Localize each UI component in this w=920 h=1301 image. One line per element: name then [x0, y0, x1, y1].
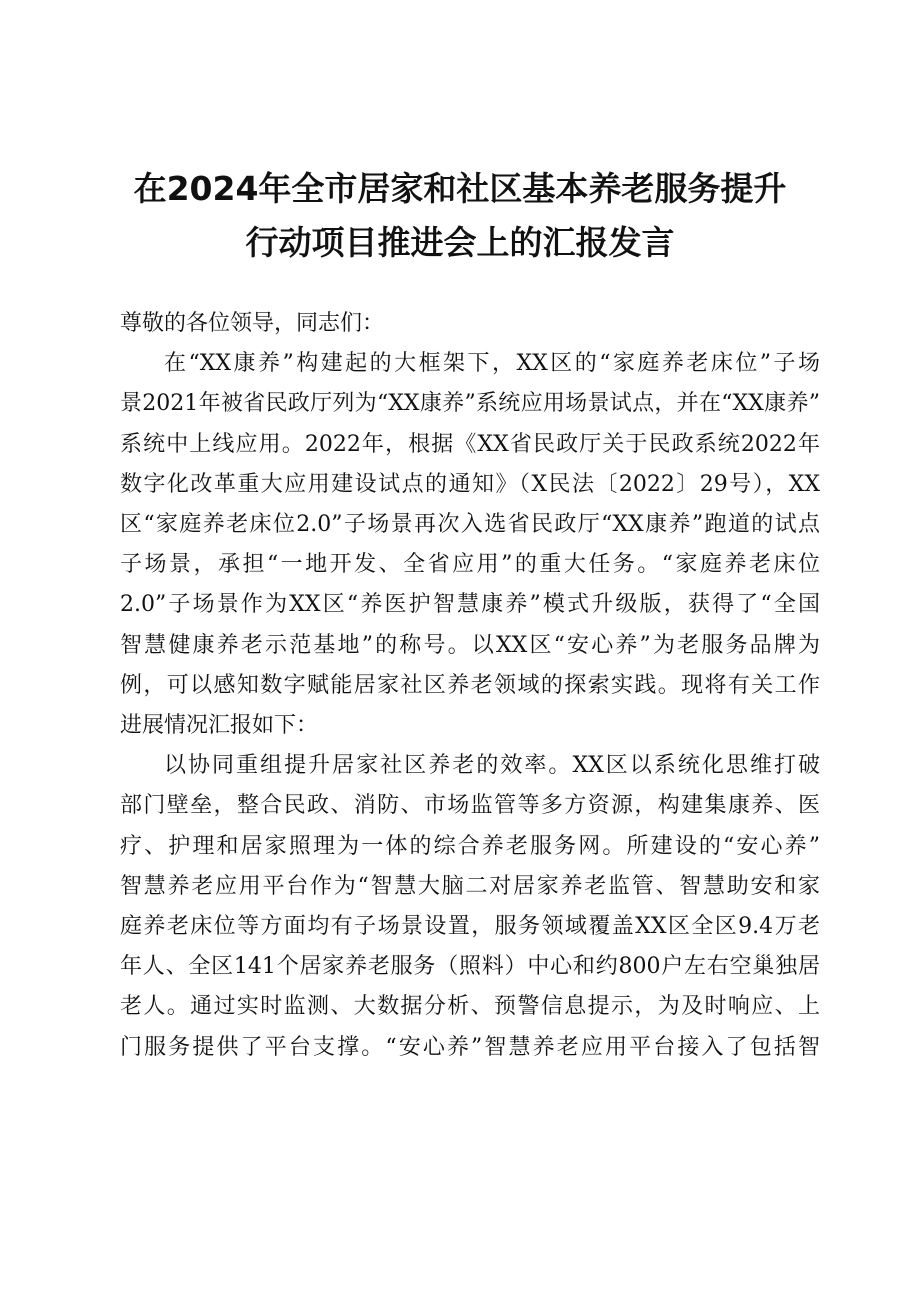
paragraph-line: 疗、护理和居家照理为一体的综合养老服务网。所建设的“安心养”: [120, 833, 820, 859]
document-title: [100, 162, 820, 270]
document-body: [120, 304, 820, 1068]
paragraph-line: 例，可以感知数字赋能居家社区养老领域的探索实践。现将有关工作: [120, 672, 820, 698]
paragraph-line: 子场景，承担“一地开发、全省应用”的重大任务。“家庭养老床位: [120, 552, 820, 578]
paragraph-line: 数字化改革重大应用建设试点的通知》（X民法〔2022〕29号），XX: [120, 471, 820, 497]
paragraph-line: 智慧养老应用平台作为“智慧大脑二对居家养老监管、智慧助安和家: [120, 873, 820, 899]
paragraph-line: 以协同重组提升居家社区养老的效率。XX区以系统化思维打破: [164, 753, 820, 779]
paragraph-2: [120, 746, 820, 1068]
paragraph-line: 在“XX康养”构建起的大框架下，XX区的“家庭养老床位”子场: [164, 351, 820, 377]
paragraph-line: 2.0”子场景作为XX区“养医护智慧康养”模式升级版，获得了“全国: [120, 592, 820, 618]
paragraph-1: [120, 344, 820, 746]
paragraph-line: 智慧健康养老示范基地”的称号。以XX区“安心养”为老服务品牌为: [120, 632, 820, 658]
paragraph-line: 进展情况汇报如下：: [120, 713, 319, 739]
paragraph-line: 老人。通过实时监测、大数据分析、预警信息提示，为及时响应、上: [120, 994, 820, 1020]
paragraph-line: 年人、全区141个居家养老服务（照料）中心和约800户左右空巢独居: [120, 954, 820, 980]
paragraph-line: 庭养老床位等方面均有子场景设置，服务领域覆盖XX区全区9.4万老: [120, 914, 820, 940]
paragraph-line: 区“家庭养老床位2.0”子场景再次入选省民政厅“XX康养”跑道的试点: [120, 512, 820, 538]
paragraph-line: 门服务提供了平台支撑。“安心养”智慧养老应用平台接入了包括智: [120, 1034, 820, 1060]
salutation: 尊敬的各位领导，同志们：: [120, 311, 385, 336]
title-line-2: 行动项目推进会上的汇报发言: [245, 223, 675, 262]
paragraph-line: 景2021年被省民政厅列为“XX康养”系统应用场景试点，并在“XX康养”: [120, 391, 820, 417]
paragraph-line: 系统中上线应用。2022年，根据《XX省民政厅关于民政系统2022年: [120, 431, 820, 457]
paragraph-line: 部门壁垒，整合民政、消防、市场监管等多方资源，构建集康养、医: [120, 793, 820, 819]
title-line-1: 在2024年全市居家和社区基本养老服务提升: [133, 169, 787, 208]
